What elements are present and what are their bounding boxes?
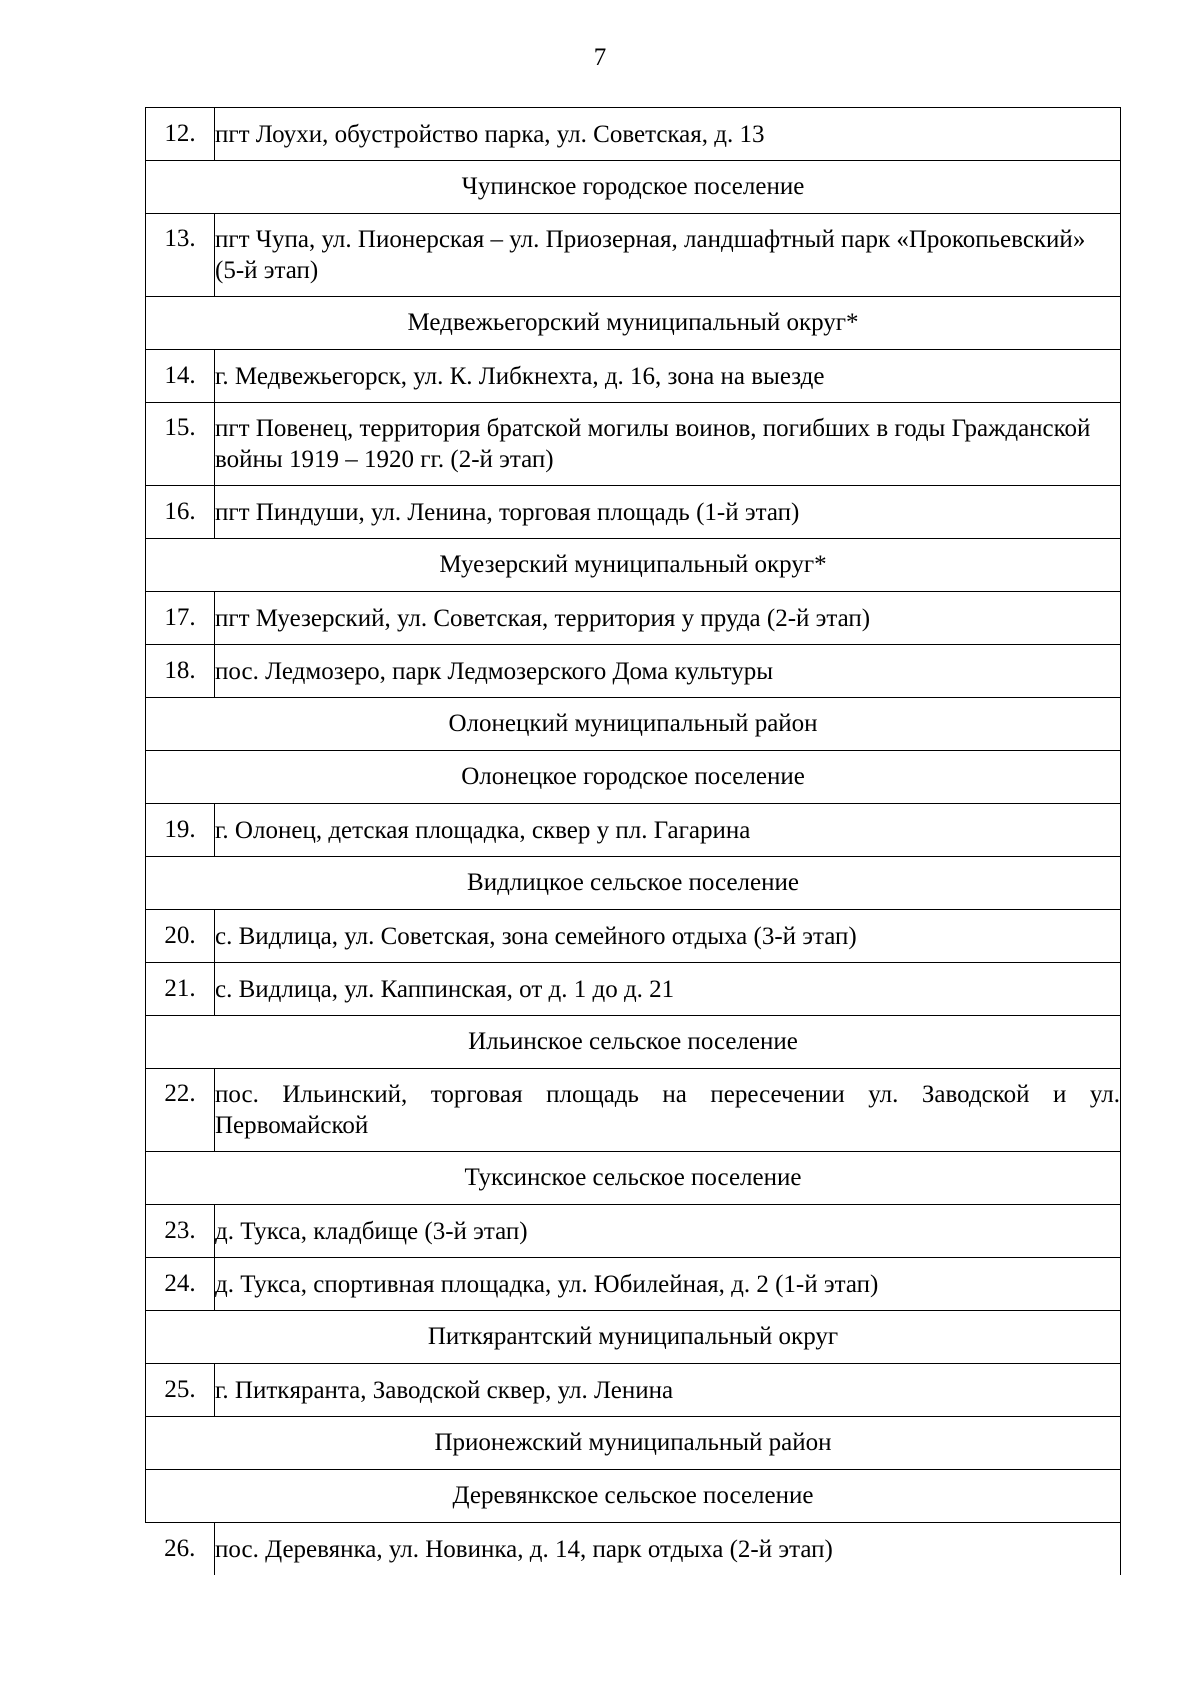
row-number: 12. xyxy=(146,108,215,161)
row-number: 24. xyxy=(146,1258,215,1311)
row-number: 15. xyxy=(146,403,215,486)
table-row xyxy=(146,403,1121,486)
table-row xyxy=(146,592,1121,645)
row-description: пгт Муезерский, ул. Советская, территория у пруда (2-й этап) xyxy=(215,592,1121,645)
table-row xyxy=(146,1258,1121,1311)
section-row xyxy=(146,539,1121,592)
section-heading: Медвежьегорский муниципальный округ* xyxy=(146,297,1121,350)
table-row xyxy=(146,963,1121,1016)
table-row xyxy=(146,108,1121,161)
row-number: 23. xyxy=(146,1205,215,1258)
section-row xyxy=(146,751,1121,804)
section-row xyxy=(146,1311,1121,1364)
section-heading: Прионежский муниципальный район xyxy=(146,1417,1121,1470)
section-row xyxy=(146,1470,1121,1523)
row-description: с. Видлица, ул. Советская, зона семейного отдыха (3-й этап) xyxy=(215,910,1121,963)
row-description: пгт Чупа, ул. Пионерская – ул. Приозерная, ландшафтный парк «Прокопьевский» (5-й этап) xyxy=(215,214,1121,297)
table-row xyxy=(146,645,1121,698)
row-description: пгт Повенец, территория братской могилы воинов, погибших в годы Гражданской войны 1919 – 1920 гг. (2-й этап) xyxy=(215,403,1121,486)
section-heading: Туксинское сельское поселение xyxy=(146,1152,1121,1205)
row-description: г. Олонец, детская площадка, сквер у пл. Гагарина xyxy=(215,804,1121,857)
section-row xyxy=(146,698,1121,751)
table-row xyxy=(146,804,1121,857)
row-number: 25. xyxy=(146,1364,215,1417)
section-heading: Деревянкское сельское поселение xyxy=(146,1470,1121,1523)
row-description: д. Тукса, спортивная площадка, ул. Юбилейная, д. 2 (1-й этап) xyxy=(215,1258,1121,1311)
objects-table xyxy=(145,107,1121,1575)
section-heading: Олонецкий муниципальный район xyxy=(146,698,1121,751)
row-description: пос. Деревянка, ул. Новинка, д. 14, парк отдыха (2-й этап) xyxy=(215,1523,1121,1576)
row-description: пос. Ледмозеро, парк Ледмозерского Дома культуры xyxy=(215,645,1121,698)
table-row xyxy=(146,910,1121,963)
row-description: д. Тукса, кладбище (3-й этап) xyxy=(215,1205,1121,1258)
table-row xyxy=(146,1364,1121,1417)
section-row xyxy=(146,857,1121,910)
row-number: 26. xyxy=(146,1523,215,1576)
row-description: г. Медвежьегорск, ул. К. Либкнехта, д. 16, зона на выезде xyxy=(215,350,1121,403)
row-number: 19. xyxy=(146,804,215,857)
section-heading: Муезерский муниципальный округ* xyxy=(146,539,1121,592)
row-number: 14. xyxy=(146,350,215,403)
row-description: с. Видлица, ул. Каппинская, от д. 1 до д. 21 xyxy=(215,963,1121,1016)
section-row xyxy=(146,1016,1121,1069)
row-description: пос. Ильинский, торговая площадь на пересечении ул. Заводской и ул. Первомайской xyxy=(215,1069,1121,1152)
row-number: 16. xyxy=(146,486,215,539)
table-row xyxy=(146,1069,1121,1152)
row-number: 22. xyxy=(146,1069,215,1152)
table-row xyxy=(146,486,1121,539)
row-number: 13. xyxy=(146,214,215,297)
row-description: г. Питкяранта, Заводской сквер, ул. Ленина xyxy=(215,1364,1121,1417)
table-row xyxy=(146,214,1121,297)
table-row xyxy=(146,350,1121,403)
row-description: пгт Пиндуши, ул. Ленина, торговая площадь (1-й этап) xyxy=(215,486,1121,539)
section-row xyxy=(146,1152,1121,1205)
section-row xyxy=(146,1417,1121,1470)
row-number: 21. xyxy=(146,963,215,1016)
section-heading: Олонецкое городское поселение xyxy=(146,751,1121,804)
table-row xyxy=(146,1205,1121,1258)
row-description: пгт Лоухи, обустройство парка, ул. Советская, д. 13 xyxy=(215,108,1121,161)
section-row xyxy=(146,297,1121,350)
row-number: 20. xyxy=(146,910,215,963)
section-heading: Ильинское сельское поселение xyxy=(146,1016,1121,1069)
table-row xyxy=(146,1523,1121,1576)
section-heading: Чупинское городское поселение xyxy=(146,161,1121,214)
row-number: 17. xyxy=(146,592,215,645)
section-heading: Питкярантский муниципальный округ xyxy=(146,1311,1121,1364)
section-row xyxy=(146,161,1121,214)
row-number: 18. xyxy=(146,645,215,698)
page-number: 7 xyxy=(593,44,607,71)
section-heading: Видлицкое сельское поселение xyxy=(146,857,1121,910)
